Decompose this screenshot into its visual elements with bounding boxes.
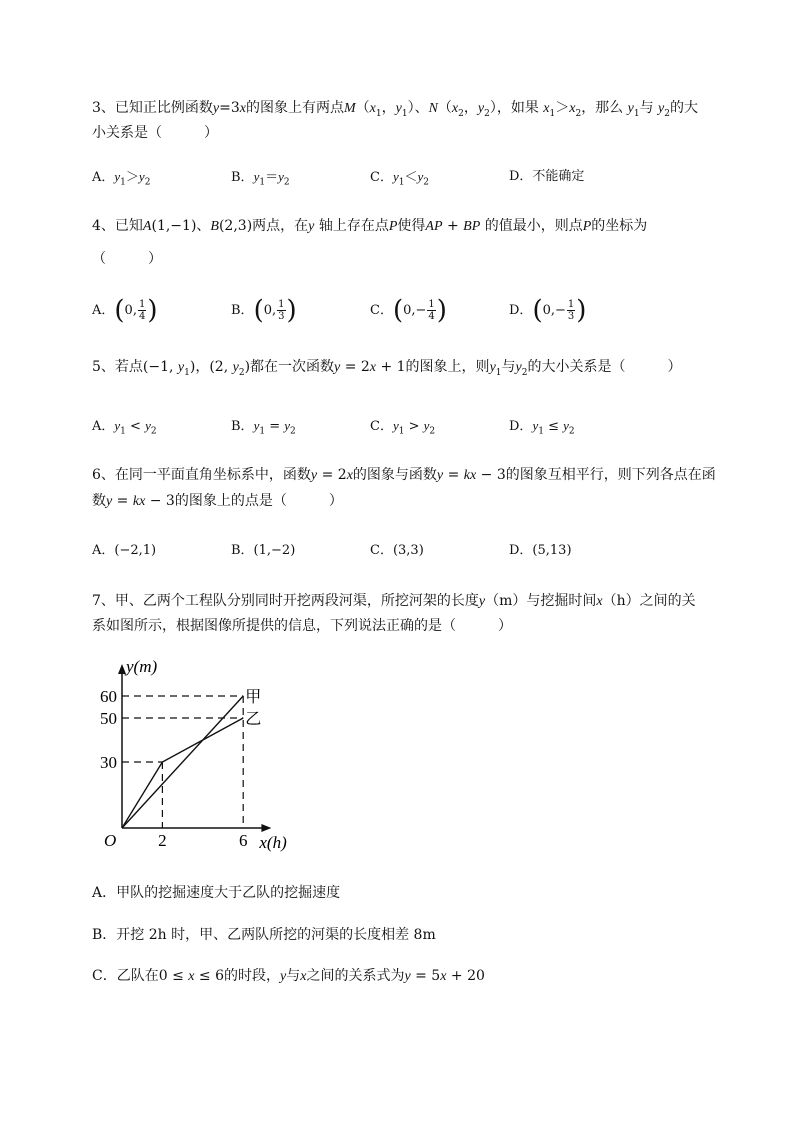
q7-line-chart [92,656,312,856]
y-tick-label: 30 [100,753,117,772]
q5-option-b[interactable]: B．$y_1 = y_2$ [231,418,296,437]
q6-option-b[interactable]: B．(1,−2) [231,543,296,558]
q6-stem-line2: 数y = kx − 3的图象上的点是（ ） [92,493,343,509]
q4-stem-line2: （ ） [92,251,162,267]
series-label: 乙 [245,711,262,728]
series-label: 甲 [245,689,262,706]
q6-stem-line1: 6、在同一平面直角坐标系中，函数y = 2x的图象与函数y = kx − 3的图象互相平行，则下列各点在函 [92,467,716,483]
q3-option-c[interactable]: C．$y_1<y_2$ [370,169,429,188]
x-tick-label: 2 [158,831,167,850]
y-tick-label: 50 [100,709,117,728]
q4-option-b[interactable]: B．(0, $\frac{1}{3}$ ) [231,295,297,326]
q3-stem-line2: 小关系是（ ） [92,125,218,141]
x-axis-arrow [261,824,271,832]
q5-option-c[interactable]: C．$y_1 > y_2$ [370,418,436,437]
q3-option-a[interactable]: A．$y_1>y_2$ [92,169,151,188]
q4-option-a[interactable]: A．(0, $\frac{1}{4}$ ) [92,295,158,326]
q4-option-d[interactable]: D．(0,− $\frac{1}{3}$ ) [509,295,587,326]
q6-option-c[interactable]: C．(3,3) [370,543,424,558]
q3-option-d[interactable]: D．不能确定 [509,169,585,184]
series-line-yi [122,718,243,828]
q7-stem-line2: 系如图所示，根据图像所提供的信息，下列说法正确的是（ ） [92,618,512,634]
y-tick-label: 60 [100,687,117,706]
q4-option-c[interactable]: C．(0,− $\frac{1}{4}$ ) [370,295,447,326]
q3-option-b[interactable]: B．$y_1=y_2$ [231,169,290,188]
q5-option-a[interactable]: A．$y_1 < y_2$ [92,418,157,437]
x-axis-label: x(h) [259,833,287,852]
origin-label: O [104,831,117,850]
q7-stem-line1: 7、甲、乙两个工程队分别同时开挖两段河渠，所挖河架的长度y（m）与挖掘时间x（h）之间的关 [92,593,696,609]
x-tick-label: 6 [238,831,248,850]
q5-option-d[interactable]: D．$y_1 \le y_2$ [509,418,575,437]
q7-option-c[interactable]: C．乙队在0 ≤ x ≤ 6的时段，y与x之间的关系式为y = 5x + 20 [92,968,485,984]
q5-stem-line1: 5、若点(−1, $y_1$)，(2, $y_2$)都在一次函数y = 2x + 1的图象上，则$y_1$与$y_2$的大小关系是（ ） [92,359,682,378]
y-axis-arrow [118,664,126,674]
q6-option-d[interactable]: D．(5,13) [509,543,572,558]
q4-stem-line1: 4、已知A(1,−1)、B(2,3)两点，在y 轴上存在点P使得AP + BP 的值最小，则点P的坐标为 [92,218,648,234]
q7-option-b[interactable]: B．开挖 2h 时，甲、乙两队所挖的河渠的长度相差 8m [92,927,436,943]
q6-option-a[interactable]: A．(−2,1) [92,543,157,558]
y-axis-label: y(m) [126,657,158,676]
q3-stem-line1: 3、已知正比例函数y=3x的图象上有两点$M(x_1$，$y_1$）、$N(x_2$，$y_2$），如果 $x_1>x_2$，那么 $y_1$与 $y_2$的大 [92,100,698,119]
q7-option-a[interactable]: A．甲队的挖掘速度大于乙队的挖掘速度 [92,885,341,901]
